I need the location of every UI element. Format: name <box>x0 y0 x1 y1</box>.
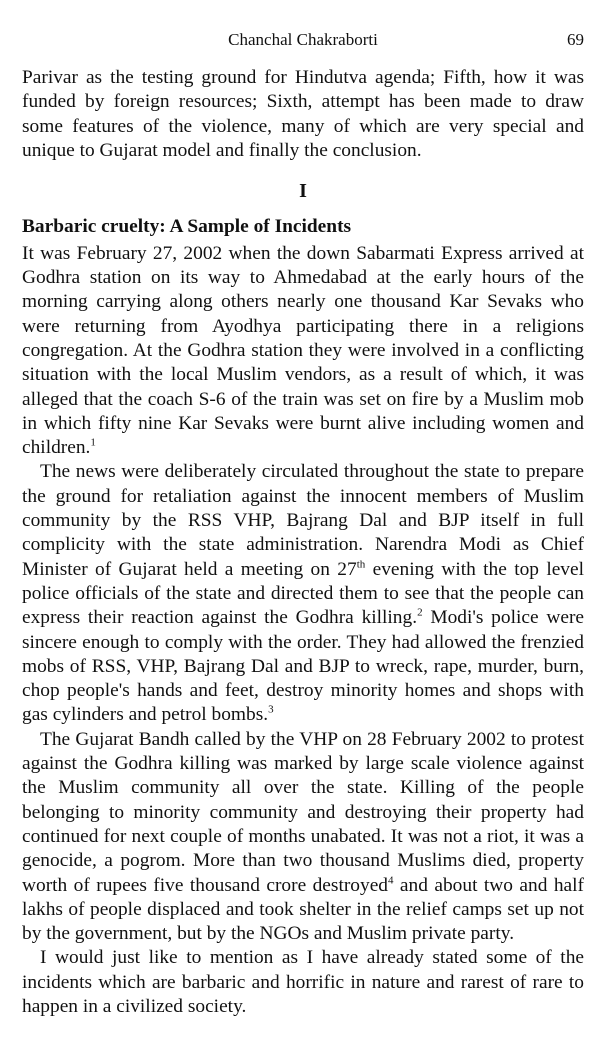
running-header-author: Chanchal Chakraborti <box>228 30 378 49</box>
running-header <box>22 30 584 52</box>
paragraph-text: and about two and half lakhs of people displaced and took shelter in the relief camps set up not by the government, but by the NGOs and Muslim private party. <box>22 874 584 945</box>
paragraph-text: evening with the top level police officials of the state and directed them to see that the people can express their reaction against the Godhra killing. <box>22 558 584 629</box>
body-text <box>22 66 584 1019</box>
section-numeral: I <box>299 180 307 203</box>
footnote-ref-4: 4 <box>388 874 394 887</box>
paragraph-text: The Gujarat Bandh called by the VHP on 28 February 2002 to protest against the Godhra killing was marked by large scale violence against the Muslim community all over the state. Killing of the people belonging to minority community and destroying their property had continued for next couple of months unabated. It was not a riot, it was a genocide, a pogrom. More than two thousand Muslims died, property worth of rupees five thousand crore destroyed <box>22 728 584 896</box>
paragraph-text: It was February 27, 2002 when the down Sabarmati Express arrived at Godhra station on its way to Ahmedabad at the early hours of the morning carrying along others nearly one thousand Kar Sevaks who were returning from Ayodhya participating there in a religions congregation. At the Godhra station they were involved in a conflicting situation with the local Muslim vendors, as a result of which, it was alleged that the coach S-6 of the train was set on fire by a Muslim mob in which fifty nine Kar Sevaks were burnt alive including women and children. <box>22 242 584 459</box>
paragraph-closing: I would just like to mention as I have already stated some of the incidents which are barbaric and horrific in nature and rarest of rare to happen in a civilized society. <box>22 947 584 1017</box>
page <box>22 30 584 1019</box>
section-heading: Barbaric cruelty: A Sample of Incidents <box>22 216 352 238</box>
page-number: 69 <box>567 30 584 49</box>
paragraph-continued: Parivar as the testing ground for Hindutva agenda; Fifth, how it was funded by foreign resources; Sixth, attempt has been made to draw some features of the violence, many of which are very special and unique to Gujarat model and finally the conclusion. <box>22 67 584 161</box>
footnote-ref-1: 1 <box>90 436 96 449</box>
paragraph-text: The news were deliberately circulated throughout the state to prepare the ground for retaliation against the innocent members of Muslim community by the RSS VHP, Bajrang Dal and BJP itself in full complicity with the state administration. Narendra Modi as Chief Minister of Gujarat held a meeting on 27 <box>22 461 584 580</box>
footnote-ref-3: 3 <box>268 703 274 716</box>
paragraph-text: Modi's police were sincere enough to comply with the order. They had allowed the frenzied mobs of RSS, VHP, Bajrang Dal and BJP to wreck, rape, murder, burn, chop people's hands and feet, destroy minority homes and shops with gas cylinders and petrol bombs. <box>22 607 585 726</box>
paragraph-news-circulated <box>22 460 584 727</box>
ordinal-suffix: th <box>356 558 366 571</box>
paragraph-gujarat-bandh <box>22 728 584 947</box>
footnote-ref-2: 2 <box>417 606 423 619</box>
paragraph-godhra-incident <box>22 242 584 461</box>
